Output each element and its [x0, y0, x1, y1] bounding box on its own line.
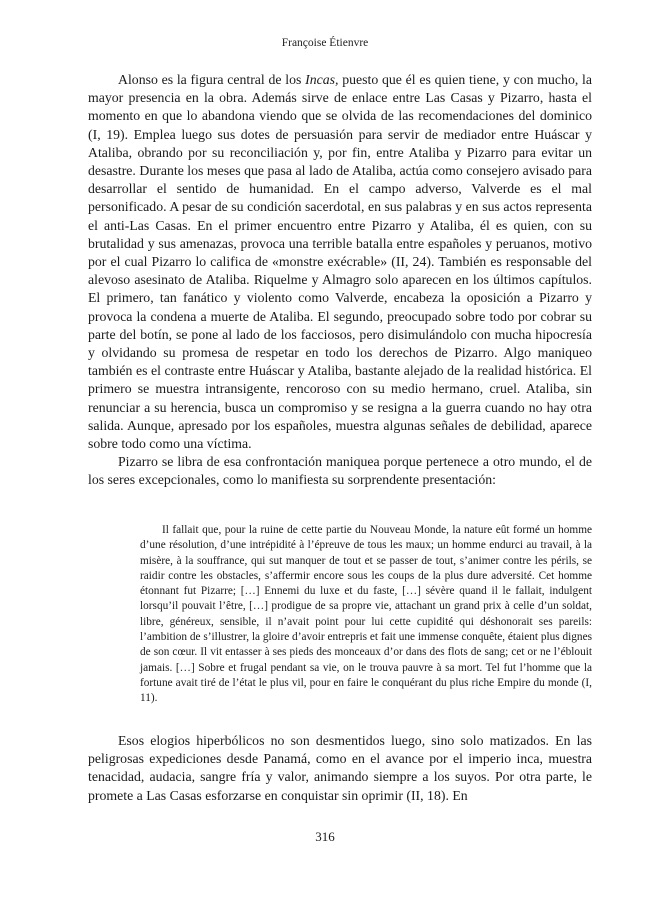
paragraph-pizarro: Pizarro se libra de esa confrontación maniquea porque pertenece a otro mundo, el de los seres excepcionales, como lo manifiesta su sorprendente presentación:: [88, 454, 592, 488]
quote-text: Il fallait que, pour la ruine de cette partie du Nouveau Monde, la nature eût formé un homme d’une résolution, d’une intrépidité à l’épreuve de tous les maux; un homme endurci au travail, à la misère, à la souffrance, qui sut manquer de tout et se passer de tout, s’animer contre les périls, se raidir contre les obstacles, s’affermir encore sous les coups de la plus dure adversité. Cet homme étonnant fut Pizarre; […] Ennemi du luxe et du faste, […] sévère quand il le fallait, indulgent lorsqu’il pouvait l’être, […] prodigue de sa propre vie, attachant un grand prix à celle d’un soldat, libre, généreux, sensible, il n’avait point pour lui cette cupidité qui déshonorait ses pareils: l’ambition de s’illustrer, la gloire d’avoir entrepris et fait une immense conquête, étaient plus dignes de son cœur. Il vit entasser à ses pieds des monceaux d’or dans des flots de sang; cet or ne l’éblouit jamais. […] Sobre et frugal pendant sa vie, on le trouva pauvre à sa mort. Tel fut l’homme que la fortune avait tiré de l’état le plus vil, pour en faire le conquérant du plus riche Empire du monde (I, 11).: [140, 524, 592, 705]
running-header: [0, 37, 650, 49]
work-title: Incas,: [305, 72, 339, 87]
continuation-text: [88, 732, 592, 805]
main-text: [88, 71, 592, 490]
page-number: 316: [315, 829, 335, 844]
block-quote: [140, 523, 592, 707]
header-author: Françoise Étienvre: [281, 37, 369, 49]
paragraph-alonso-start: Alonso es la figura central de los: [118, 72, 306, 87]
paragraph-alonso: [88, 71, 592, 453]
paragraph-alonso-rest: puesto que él es quien tiene, y con mucho, la mayor presencia en la obra. Además sirve de enlace entre Las Casas y Pizarro, hasta el momento en que lo abandona viendo que se olvida de las recomendaciones del dominico (I, 19). Emplea luego sus dotes de persuasión para servir de mediador entre Huáscar y Ataliba, obrando por su reconciliación y, por fin, entre Ataliba y Pizarro para evitar un desastre. Durante los meses que pasa al lado de Ataliba, actúa como consejero avisado para desarrollar el sentido de humanidad. En el campo adverso, Valverde es el mal personificado. A pesar de su condición sacerdotal, en sus palabras y en sus actos representa el anti-Las Casas. En el primer encuentro entre Pizarro y Ataliba, él es quien, con su brutalidad y sus amenazas, provoca una terrible batalla entre españoles y peruanos, motivo por el cual Pizarro lo califica de «monstre exécrable» (II, 24). También es responsable del alevoso asesinato de Ataliba. Riquelme y Almagro solo aparecen en los últimos capítulos. El primero, tan fanático y violento como Valverde, encabeza la oposición a Pizarro y provoca la condena a muerte de Ataliba. El segundo, preocupado sobre todo por cobrar su parte del botín, se pone al lado de los facciosos, pero disimulándolo con mucha hipocresía y olvidando su promesa de respetar en todo los derechos de Pizarro. Algo maniqueo también es el contraste entre Huáscar y Ataliba, bastante alejado de la realidad histórica. El primero se muestra intransigente, rencoroso con su medio hermano, cruel. Ataliba, sin renunciar a su herencia, busca un compromiso y se resigna a la guerra cuando no hay otra salida. Aunque, apresado por los españoles, muestra algunas señales de debilidad, aparece sobre todo como una víctima.: [88, 72, 592, 452]
paragraph-elogios: Esos elogios hiperbólicos no son desmentidos luego, sino solo matizados. En las peligrosas expediciones desde Panamá, como en el avance por el imperio inca, muestra tenacidad, audacia, sangre fría y valor, animando siempre a los suyos. Por otra parte, le promete a Las Casas esforzarse en conquistar sin oprimir (II, 18). En: [88, 733, 592, 803]
